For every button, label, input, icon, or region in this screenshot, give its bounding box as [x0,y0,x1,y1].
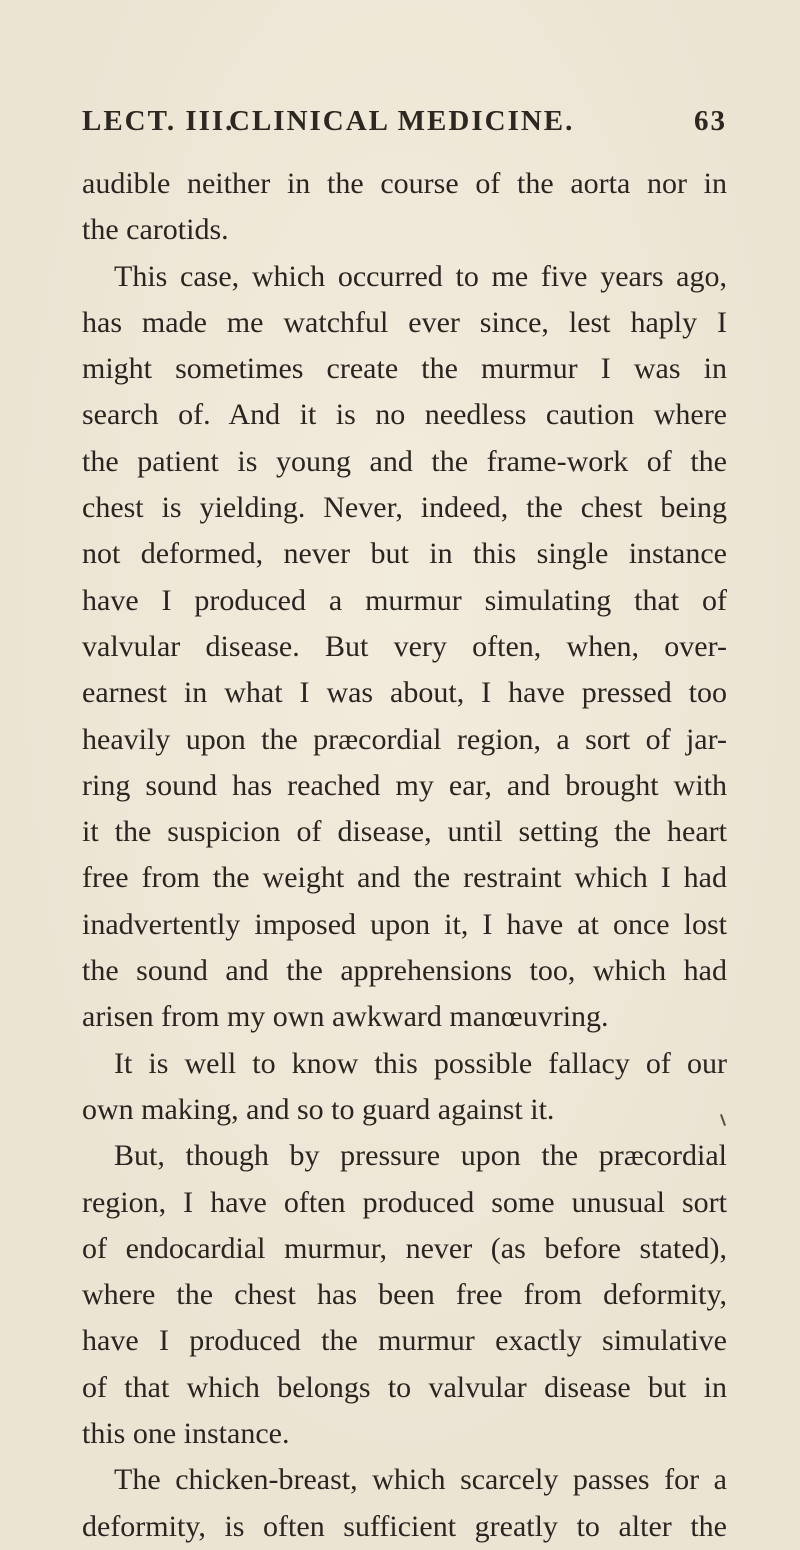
text-line: But, though by pressure upon the præcordial [114,1139,727,1173]
text-line: where the chest has been free from deformity, [82,1278,727,1312]
text-line: the patient is young and the frame-work of the [82,444,727,478]
text-line: It is well to know this possible fallacy of our [114,1046,727,1080]
lecture-number: LECT. III. [82,105,235,137]
text-line: might sometimes create the murmur I was in [82,352,727,386]
text-line: audible neither in the course of the aorta nor in [82,167,727,200]
text-line: chest is yielding. Never, indeed, the chest being [82,491,727,525]
text-line: of endocardial murmur, never (as before stated), [82,1231,727,1265]
text-line: this one instance. [82,1417,290,1451]
text-line: have I produced a murmur simulating that of [82,583,727,617]
text-line: it the suspicion of disease, until setting the heart [82,815,727,849]
text-line: deformity, is often sufficient greatly to alter the [82,1509,727,1543]
text-line: ring sound has reached my ear, and brought with [82,768,727,802]
text-line: valvular disease. But very often, when, over- [82,629,727,663]
text-line: of that which belongs to valvular disease but in [82,1370,727,1404]
text-line: inadvertently imposed upon it, I have at once lost [82,907,727,941]
text-line: own making, and so to guard against it. [82,1092,555,1126]
text-line: has made me watchful ever since, lest haply I [82,305,727,339]
text-line: region, I have often produced some unusual sort [82,1185,727,1219]
text-line: free from the weight and the restraint which I had [82,861,727,895]
text-line: the carotids. [82,213,229,247]
running-head [82,105,727,145]
text-line: the sound and the apprehensions too, which had [82,954,727,988]
text-line: This case, which occurred to me five years ago, [114,259,727,293]
text-line: not deformed, never but in this single instance [82,537,727,571]
text-line: search of. And it is no needless caution where [82,398,727,432]
text-line: earnest in what I was about, I have pressed too [82,676,727,710]
text-line: arisen from my own awkward manœuvring. [82,1000,609,1034]
page-number: 63 [694,105,727,137]
text-line: have I produced the murmur exactly simulative [82,1324,727,1358]
text-line: heavily upon the præcordial region, a sort of jar- [82,722,727,756]
text-line: The chicken-breast, which scarcely passes for a [114,1463,727,1497]
body-text [82,161,727,1550]
book-title: CLINICAL MEDICINE. [229,105,575,137]
